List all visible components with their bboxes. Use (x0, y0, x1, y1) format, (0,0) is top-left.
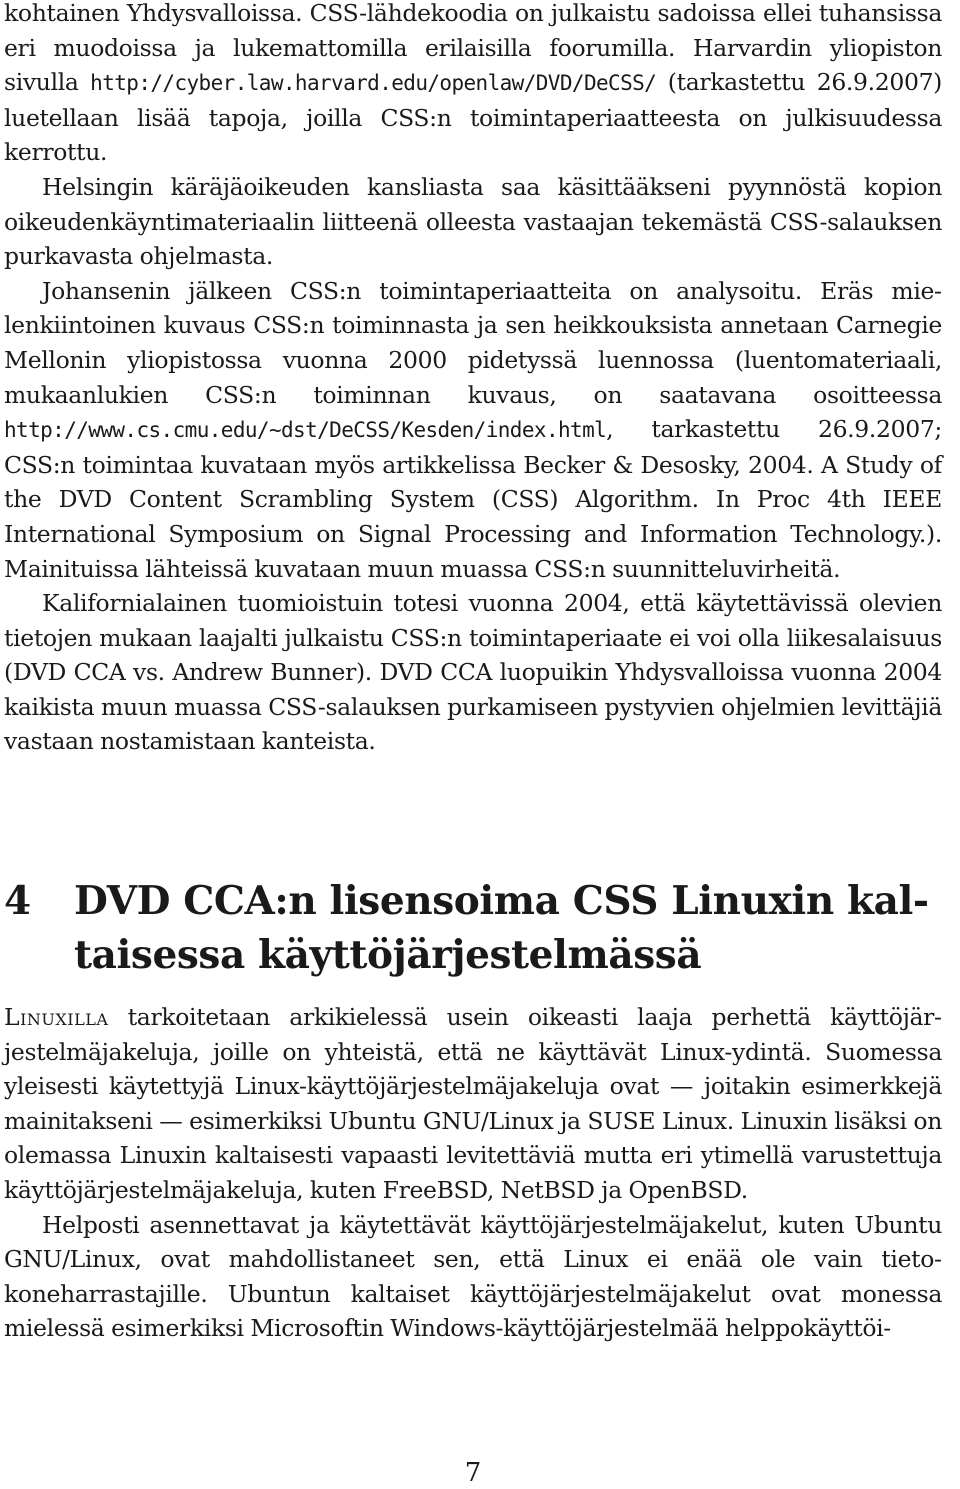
text-run: Helsingin käräjäoikeuden kansliasta saa käsittääkseni pyynnöstä kopion oikeudenkäyntimateriaalin liitteenä olleesta vastaajan tekemästä CSS-salauksen purkavasta ohjelmasta. (4, 172, 942, 271)
text-run: Helposti asennettavat ja käytettävät käyttöjärjestelmäjakelut, kuten Ubuntu GNU/Linux, ovat mahdollistaneet sen, että Linux ei enää ole vain tietokoneharrastajille. Ubuntun kaltaiset käyttöjärjestelmäjakelut ovat monessa mielessä esimerkiksi Microsoftin Windows-käyttöjärjestelmää helppokäyttöi- (4, 1210, 942, 1343)
url-text: http://cyber.law.harvard.edu/openlaw/DVD/DeCSS/ (90, 71, 657, 96)
paragraph-5 (4, 1000, 942, 1208)
text-run: (tarkastettu 26.9.2007) luetellaan lisää tapoja, joilla CSS:n toimintaperiaatteesta on julkisuudessa kerrottu. (4, 68, 942, 167)
paragraph-2 (4, 170, 942, 274)
paragraph-1 (4, 0, 942, 170)
text-run: , tarkastettu 26.9.2007; CSS:n toimintaa kuvataan myös artikkelissa Becker & Desosky, 2004. A Study of the DVD Content Scrambling System (CSS) Algorithm. In Proc 4th IEEE International Symposium on Signal Processing and Information Technology.). Mainituissa lähteissä kuvataan muun muassa CSS:n suunnitteluvirheitä. (4, 415, 942, 583)
text-run: kohtainen Yhdysvalloissa. CSS-lähdekoodia on julkaistu sadoissa ellei tuhansissa eri muodoissa ja lukemattomilla erilaisilla foorumilla. Harvardin yliopiston sivulla (4, 0, 942, 97)
body-text-bottom (4, 1000, 942, 1346)
paragraph-6 (4, 1208, 942, 1346)
page-number: 7 (464, 1458, 482, 1488)
smallcaps-term: Linuxilla (4, 1003, 109, 1031)
paragraph-3 (4, 274, 942, 586)
section-title: DVD CCA:n lisensoima CSS Linuxin kaltaisessa käyttöjärjestelmässä (74, 878, 930, 978)
text-run: Johansenin jälkeen CSS:n toimintaperiaatteita on analysoitu. Eräs mielenkiintoinen kuvaus CSS:n toiminnasta ja sen heikkouksista annetaan Carnegie Mellonin yliopistossa vuonna 2000 pidetyssä luennossa (luentomateriaali, mukaanlukien CSS:n toiminnan kuvaus, on saatavana osoitteessa (4, 276, 942, 409)
section-number: 4 (4, 878, 31, 924)
url-text: http://www.cs.cmu.edu/~dst/DeCSS/Kesden/index.html (4, 418, 607, 443)
text-run: tarkoitetaan arkikielessä usein oikeasti laaja perhettä käyttöjärjestelmäjakeluja, joille on yhteistä, että ne käyttävät Linux-ydintä. Suomessa yleisesti käytettyjä Linux-käyttöjärjestelmäjakeluja ovat — joitakin esimerkkejä mainitakseni — esimerkiksi Ubuntu GNU/Linux ja SUSE Linux. Linuxin lisäksi on olemassa Linuxin kaltaisesti vapaasti levitettäviä mutta eri ytimellä varustettuja käyttöjärjestelmäjakeluja, kuten FreeBSD, NetBSD ja OpenBSD. (4, 1003, 942, 1204)
section-heading (4, 874, 949, 982)
body-text-top (4, 0, 942, 759)
text-run: Kalifornialainen tuomioistuin totesi vuonna 2004, että käytettävissä olevien tietojen mukaan laajalti julkaistu CSS:n toimintaperiaate ei voi olla liikesalaisuus (DVD CCA vs. Andrew Bunner). DVD CCA luopuikin Yhdysvalloissa vuonna 2004 kaikista muun muassa CSS-salauksen purkamiseen pystyvien ohjelmien levittäjiä vastaan nostamistaan kanteista. (4, 589, 942, 756)
paragraph-4 (4, 586, 942, 759)
